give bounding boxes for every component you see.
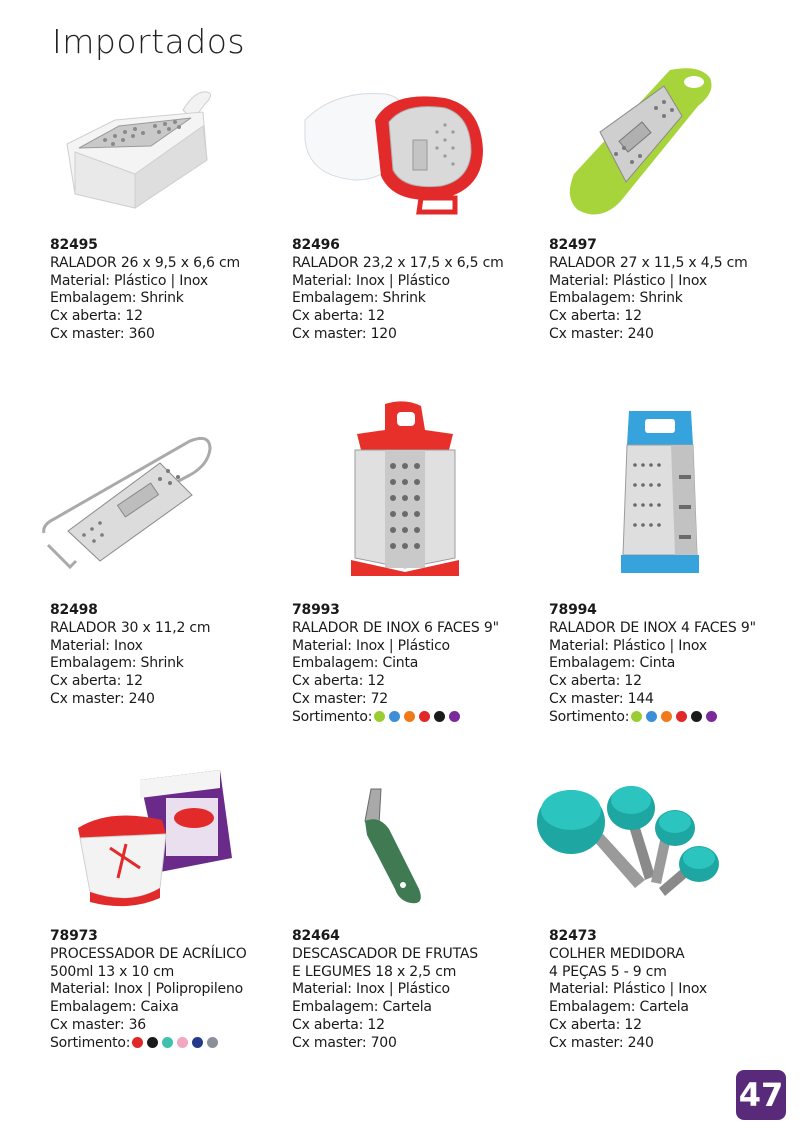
product-material: Material: Inox | Plástico: [292, 981, 450, 998]
product-master-box: Cx master: 360: [50, 325, 155, 342]
product-packaging: Embalagem: Shrink: [50, 290, 184, 307]
product-code: 82464: [292, 928, 340, 944]
product-packaging: Embalagem: Cinta: [549, 655, 676, 672]
color-swatch-dot: [676, 711, 687, 722]
product-description: RALADOR DE INOX 4 FACES 9": [549, 619, 756, 636]
page-number: 47: [736, 1070, 786, 1120]
product-master-box: Cx master: 700: [292, 1034, 397, 1051]
product-assortment: [292, 709, 499, 727]
product-master-box: Cx master: 240: [549, 325, 654, 342]
product-info-78994: [549, 602, 756, 727]
product-code: 78993: [292, 602, 340, 618]
product-info-82497: [549, 237, 748, 344]
product-dimensions: 500ml 13 x 10 cm: [50, 963, 175, 980]
product-code: 82473: [549, 928, 597, 944]
product-info-82473: [549, 928, 707, 1053]
product-material: Material: Inox | Plástico: [292, 272, 450, 289]
product-open-box: Cx aberta: 12: [549, 308, 642, 325]
color-swatch-dot: [646, 711, 657, 722]
assortment-label: Sortimento:: [292, 708, 373, 725]
assortment-label: Sortimento:: [50, 1034, 131, 1051]
color-swatch-dot: [631, 711, 642, 722]
color-swatch-dot: [706, 711, 717, 722]
product-code: 78973: [50, 928, 98, 944]
product-info-78993: [292, 602, 499, 727]
product-assortment: [50, 1035, 247, 1053]
product-master-box: Cx master: 144: [549, 690, 654, 707]
product-info-82495: [50, 237, 240, 344]
product-packaging: Embalagem: Cinta: [292, 655, 419, 672]
product-master-box: Cx master: 72: [292, 690, 389, 707]
color-swatch-dot: [661, 711, 672, 722]
product-assortment: [549, 709, 756, 727]
product-info-78973: [50, 928, 247, 1053]
product-code: 82495: [50, 237, 98, 253]
product-open-box: Cx aberta: 12: [50, 673, 143, 690]
color-swatches: [374, 711, 460, 722]
product-image-82464: [355, 785, 435, 910]
product-master-box: Cx master: 120: [292, 325, 397, 342]
assortment-label: Sortimento:: [549, 708, 630, 725]
product-code: 82496: [292, 237, 340, 253]
product-packaging: Embalagem: Caixa: [50, 999, 179, 1016]
color-swatch-dot: [404, 711, 415, 722]
product-material: Material: Inox | Polipropileno: [50, 981, 243, 998]
product-open-box: Cx aberta: 12: [549, 1016, 642, 1033]
color-swatch-dot: [691, 711, 702, 722]
product-info-82464: [292, 928, 478, 1053]
product-open-box: Cx aberta: 12: [50, 308, 143, 325]
color-swatch-dot: [449, 711, 460, 722]
product-description: PROCESSADOR DE ACRÍLICO: [50, 945, 247, 962]
product-open-box: Cx aberta: 12: [549, 673, 642, 690]
product-dimensions: 4 PEÇAS 5 - 9 cm: [549, 963, 667, 980]
product-code: 78994: [549, 602, 597, 618]
product-packaging: Embalagem: Shrink: [549, 290, 683, 307]
product-dimensions: E LEGUMES 18 x 2,5 cm: [292, 963, 457, 980]
color-swatch-dot: [389, 711, 400, 722]
product-material: Material: Plástico | Inox: [549, 637, 707, 654]
product-description: RALADOR 30 x 11,2 cm: [50, 619, 211, 636]
color-swatch-dot: [192, 1037, 203, 1048]
product-code: 82498: [50, 602, 98, 618]
color-swatch-dot: [419, 711, 430, 722]
product-image-82497: [560, 62, 720, 222]
color-swatch-dot: [177, 1037, 188, 1048]
product-image-82473: [535, 780, 725, 905]
product-image-78973: [70, 768, 240, 913]
product-master-box: Cx master: 240: [549, 1034, 654, 1051]
product-open-box: Cx aberta: 12: [292, 673, 385, 690]
product-image-78994: [615, 405, 705, 580]
product-master-box: Cx master: 240: [50, 690, 155, 707]
product-packaging: Embalagem: Cartela: [292, 999, 432, 1016]
product-master-box: Cx master: 36: [50, 1016, 147, 1033]
product-description: COLHER MEDIDORA: [549, 945, 685, 962]
product-image-78993: [345, 400, 465, 580]
color-swatch-dot: [434, 711, 445, 722]
color-swatch-dot: [162, 1037, 173, 1048]
color-swatch-dot: [207, 1037, 218, 1048]
product-material: Material: Plástico | Inox: [50, 272, 208, 289]
color-swatch-dot: [132, 1037, 143, 1048]
product-open-box: Cx aberta: 12: [292, 1016, 385, 1033]
product-description: RALADOR DE INOX 6 FACES 9": [292, 619, 499, 636]
product-info-82498: [50, 602, 210, 709]
product-description: RALADOR 27 x 11,5 x 4,5 cm: [549, 254, 748, 271]
product-packaging: Embalagem: Cartela: [549, 999, 689, 1016]
product-packaging: Embalagem: Shrink: [50, 655, 184, 672]
color-swatch-dot: [374, 711, 385, 722]
product-code: 82497: [549, 237, 597, 253]
product-info-82496: [292, 237, 504, 344]
product-image-82498: [40, 435, 215, 580]
product-description: RALADOR 23,2 x 17,5 x 6,5 cm: [292, 254, 504, 271]
color-swatch-dot: [147, 1037, 158, 1048]
product-description: DESCASCADOR DE FRUTAS: [292, 945, 478, 962]
color-swatches: [631, 711, 717, 722]
product-material: Material: Plástico | Inox: [549, 272, 707, 289]
product-material: Material: Inox | Plástico: [292, 637, 450, 654]
product-material: Material: Plástico | Inox: [549, 981, 707, 998]
product-image-82495: [55, 82, 225, 217]
product-image-82496: [295, 80, 495, 225]
product-material: Material: Inox: [50, 637, 143, 654]
product-open-box: Cx aberta: 12: [292, 308, 385, 325]
page-title: Importados: [52, 22, 246, 61]
product-description: RALADOR 26 x 9,5 x 6,6 cm: [50, 254, 240, 271]
color-swatches: [132, 1037, 218, 1048]
product-packaging: Embalagem: Shrink: [292, 290, 426, 307]
